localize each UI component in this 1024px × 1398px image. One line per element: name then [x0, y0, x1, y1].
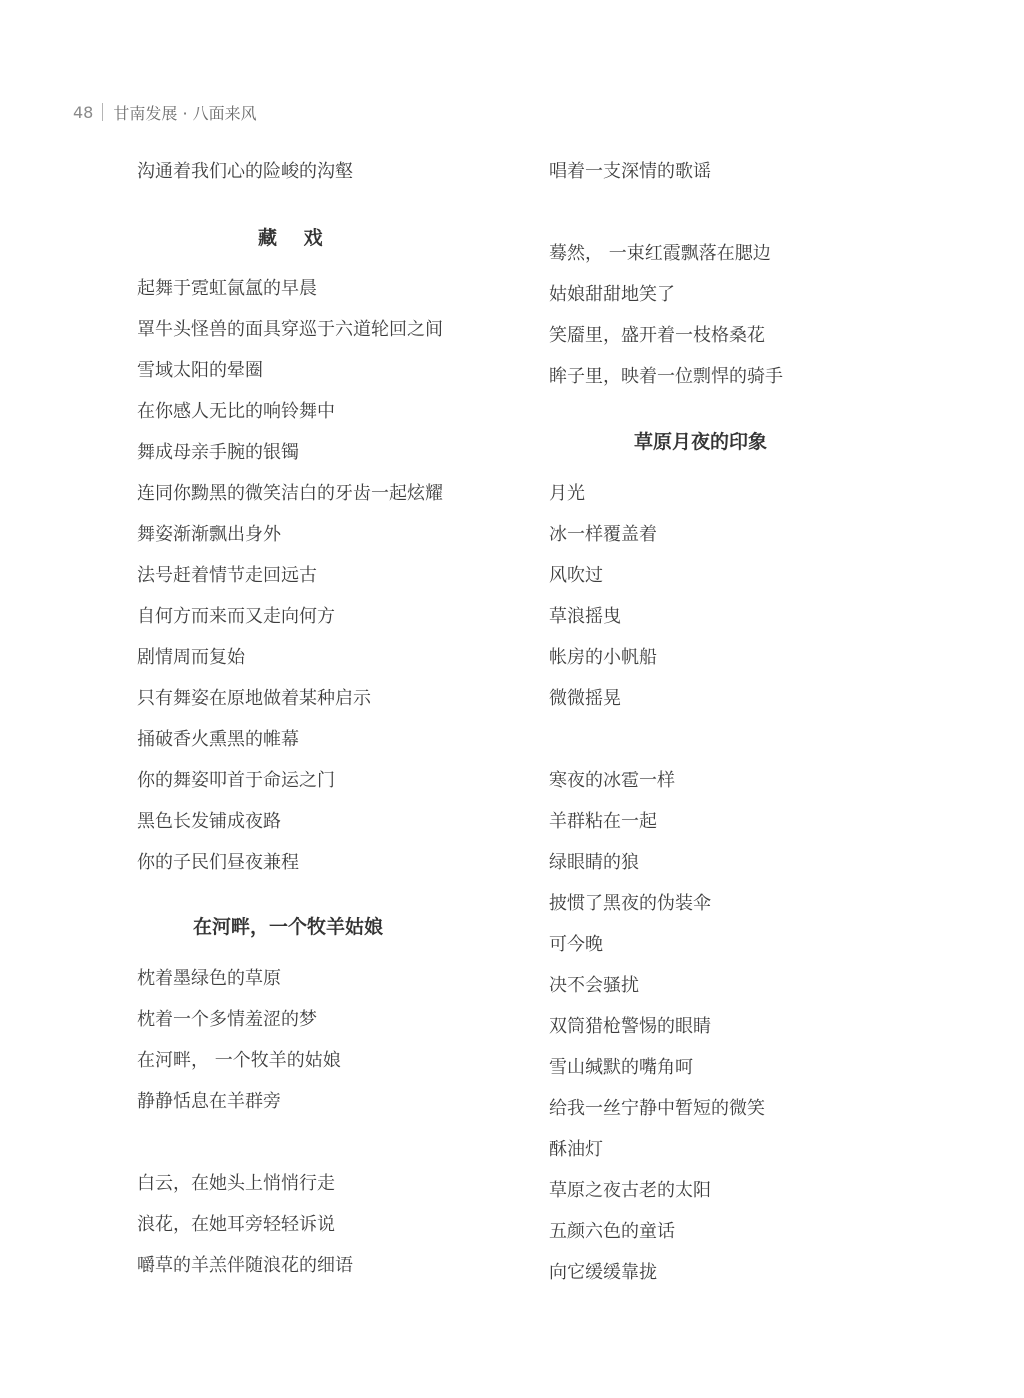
poem-line: 微微摇晃	[549, 688, 621, 709]
poem-line: 在你感人无比的响铃舞中	[137, 401, 335, 422]
poem-line: 枕着一个多情羞涩的梦	[137, 1009, 317, 1030]
poem-line: 法号赶着情节走回远古	[137, 565, 317, 586]
poem-line: 帐房的小帆船	[549, 647, 657, 668]
poem-line: 寒夜的冰雹一样	[549, 770, 675, 791]
poem-line: 只有舞姿在原地做着某种启示	[137, 688, 371, 709]
poem-line: 你的子民们昼夜兼程	[137, 852, 299, 873]
poem-line: 羊群粘在一起	[549, 811, 657, 832]
poem-line: 白云，在她头上悄悄行走	[137, 1173, 335, 1194]
poem-line: 笑靥里，盛开着一枝格桑花	[549, 325, 765, 346]
poem-line: 五颜六色的童话	[549, 1221, 675, 1242]
poem-line: 双筒猎枪警惕的眼睛	[549, 1016, 711, 1037]
poem-line: 冰一样覆盖着	[549, 524, 657, 545]
poem-title: 草原月夜的印象	[634, 431, 768, 453]
poem-line: 罩牛头怪兽的面具穿巡于六道轮回之间	[137, 319, 443, 340]
poem-line: 酥油灯	[549, 1139, 603, 1160]
section-title: 甘南发展 · 八面来风	[113, 103, 257, 123]
poem-line: 黑色长发铺成夜路	[137, 811, 281, 832]
poem-line: 静静恬息在羊群旁	[137, 1091, 281, 1112]
poem-line: 风吹过	[549, 565, 603, 586]
poem-line: 雪山缄默的嘴角呵	[549, 1057, 693, 1078]
poem-title: 在河畔，一个牧羊姑娘	[193, 916, 384, 938]
poem-line: 枕着墨绿色的草原	[137, 968, 281, 989]
poem-line: 绿眼睛的狼	[549, 852, 639, 873]
poem-line: 连同你黝黑的微笑洁白的牙齿一起炫耀	[137, 483, 443, 504]
poem-title: 藏 戏	[258, 227, 333, 249]
poem-line: 自何方而来而又走向何方	[137, 606, 335, 627]
poem-line: 你的舞姿叩首于命运之门	[137, 770, 335, 791]
poem-line: 捅破香火熏黑的帷幕	[137, 729, 299, 750]
poem-line: 雪域太阳的晕圈	[137, 360, 263, 381]
poem-line: 草原之夜古老的太阳	[549, 1180, 711, 1201]
poem-line: 眸子里，映着一位剽悍的骑手	[549, 366, 783, 387]
poem-line: 唱着一支深情的歌谣	[549, 161, 711, 182]
poem-line: 可今晚	[549, 934, 603, 955]
poem-line: 舞成母亲手腕的银镯	[137, 442, 299, 463]
poem-line: 沟通着我们心的险峻的沟壑	[137, 161, 353, 182]
poem-line: 在河畔， 一个牧羊的姑娘	[137, 1050, 341, 1071]
poem-line: 草浪摇曳	[549, 606, 621, 627]
poem-line: 嚼草的羊羔伴随浪花的细语	[137, 1255, 353, 1276]
poem-line: 决不会骚扰	[549, 975, 639, 996]
poem-line: 月光	[549, 483, 585, 504]
poem-line: 起舞于霓虹氤氲的早晨	[137, 278, 317, 299]
poem-line: 剧情周而复始	[137, 647, 245, 668]
poem-line: 姑娘甜甜地笑了	[549, 284, 675, 305]
poem-line: 舞姿渐渐飘出身外	[137, 524, 281, 545]
poem-line: 浪花，在她耳旁轻轻诉说	[137, 1214, 335, 1235]
page-number: 48	[73, 102, 94, 122]
poem-line: 披惯了黑夜的伪装伞	[549, 893, 711, 914]
poem-line: 给我一丝宁静中暂短的微笑	[549, 1098, 765, 1119]
poem-line: 向它缓缓靠拢	[549, 1262, 657, 1283]
poem-line: 蓦然， 一束红霞飘落在腮边	[549, 243, 771, 264]
